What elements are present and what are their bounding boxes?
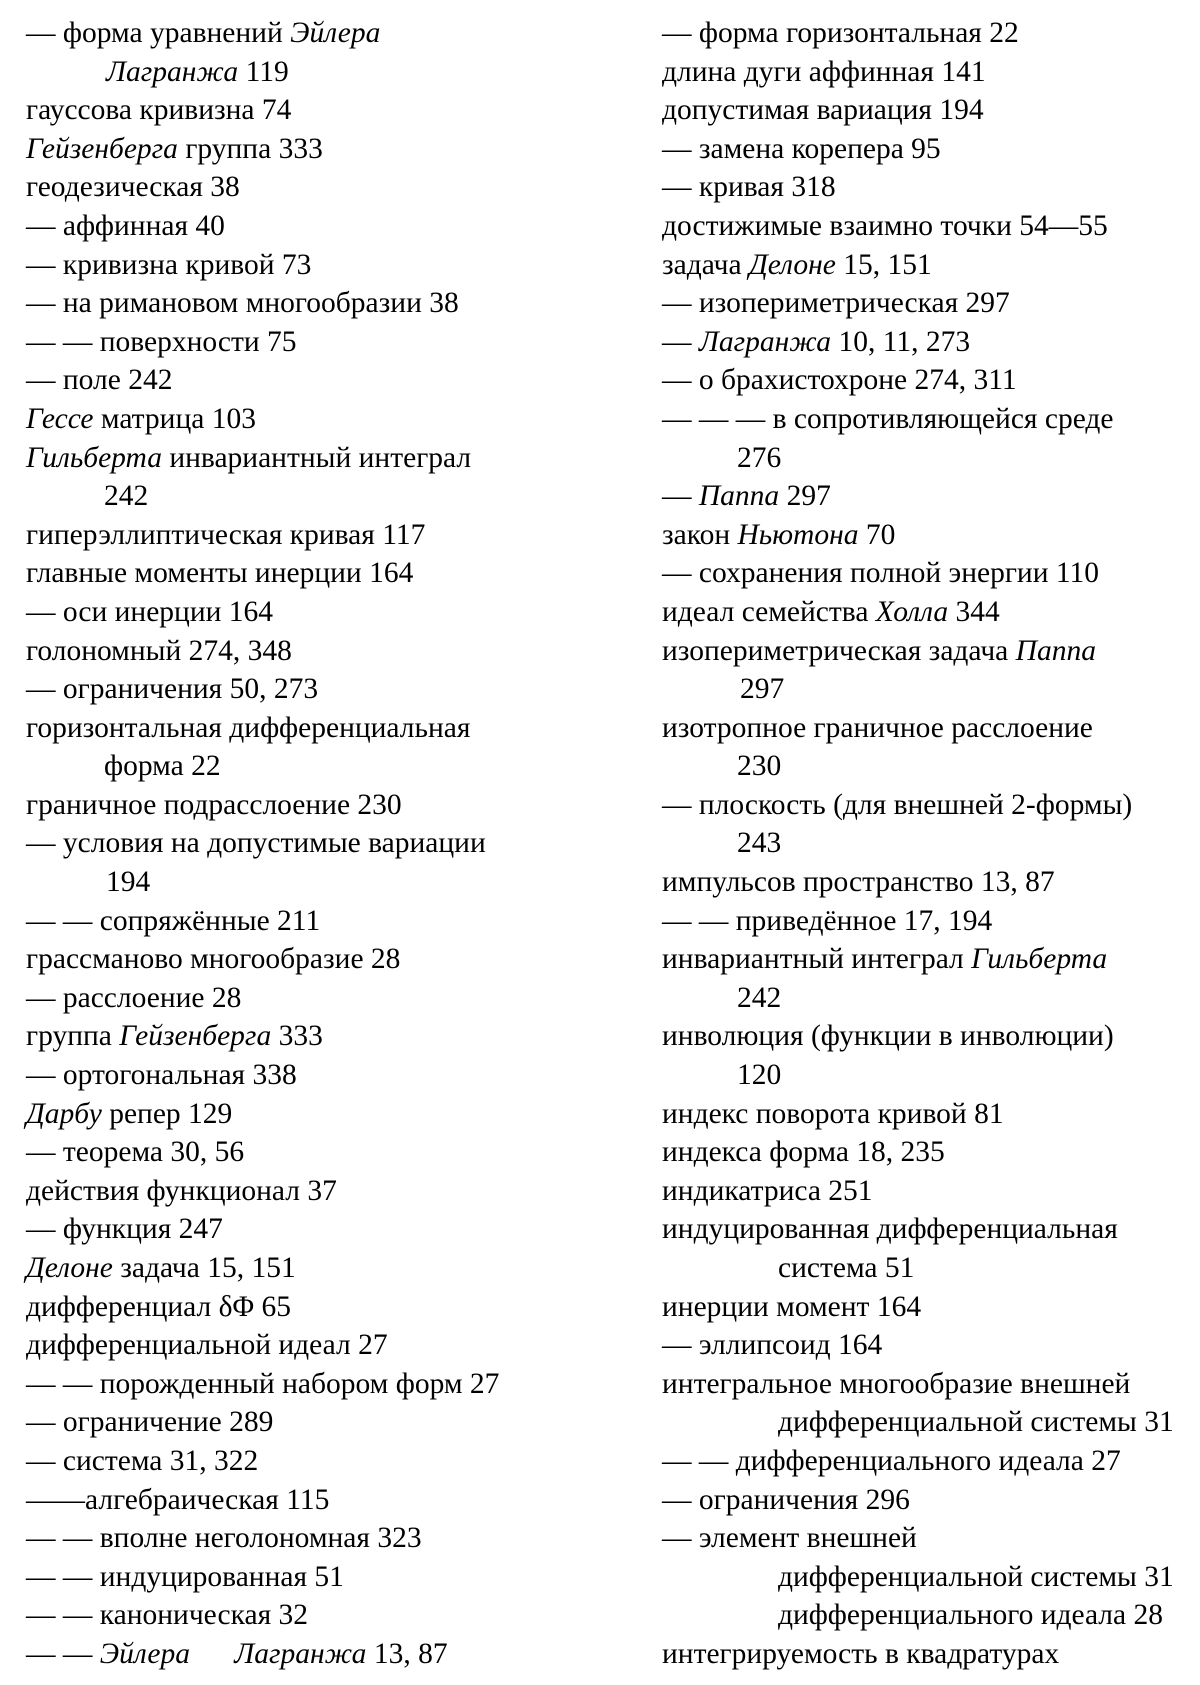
index-entry: — — порожденный набором форм 27	[26, 1367, 500, 1400]
index-entry: главные моменты инерции 164	[26, 557, 414, 590]
index-entry: — плоскость (для внешней 2-формы)	[662, 788, 1133, 821]
index-entry: достижимые взаимно точки 54—55	[662, 209, 1108, 242]
index-entry: — оси инерции 164	[26, 595, 274, 628]
index-entry: — Лагранжа 10, 11, 273	[662, 325, 971, 358]
index-entry: индекс поворота кривой 81	[662, 1097, 1004, 1130]
index-entry: импульсов пространство 13, 87	[662, 866, 1055, 899]
index-entry: дифференциальной системы 31	[778, 1406, 1174, 1439]
index-entry: гиперэллиптическая кривая 117	[26, 518, 426, 551]
index-entry: гауссова кривизна 74	[26, 94, 292, 127]
index-entry: группа Гейзенберга 333	[26, 1020, 323, 1053]
index-entry: — замена корепера 95	[662, 132, 941, 165]
index-entry: изопериметрическая задача Паппа	[662, 634, 1096, 667]
index-entry: Гейзенберга группа 333	[26, 132, 323, 165]
index-entry: — — — в сопротивляющейся среде	[662, 402, 1114, 435]
index-entry: — аффинная 40	[26, 209, 225, 242]
index-entry: 194	[106, 866, 151, 899]
index-entry: — поле 242	[26, 364, 173, 397]
index-entry: дифференциальной идеал 27	[26, 1329, 388, 1362]
index-entry: дифференциал δΦ 65	[26, 1290, 291, 1323]
index-entry: задача Делоне 15, 151	[662, 248, 932, 281]
index-entry: 242	[737, 981, 782, 1014]
index-entry: — — поверхности 75	[26, 325, 297, 358]
index-entry: — о брахистохроне 274, 311	[662, 364, 1017, 397]
index-entry: — — сопряжённые 211	[26, 904, 321, 937]
index-entry: ——алгебраическая 115	[26, 1483, 330, 1516]
index-column-right	[662, 14, 1192, 1674]
index-entry: индикатриса 251	[662, 1174, 873, 1207]
index-entry: — на римановом многообразии 38	[26, 287, 459, 320]
index-entry: — элемент внешней	[662, 1522, 917, 1555]
index-entry: Лагранжа 119	[106, 55, 289, 88]
index-entry: индуцированная дифференциальная	[662, 1213, 1118, 1246]
index-entry: 276	[737, 441, 782, 474]
index-entry: горизонтальная дифференциальная	[26, 711, 471, 744]
index-entry: — система 31, 322	[26, 1444, 259, 1477]
index-entry: изотропное граничное расслоение	[662, 711, 1093, 744]
index-entry: форма 22	[104, 750, 221, 783]
index-entry: грассманово многообразие 28	[26, 943, 401, 976]
index-entry: Делоне задача 15, 151	[26, 1252, 296, 1284]
index-entry: — кривая 318	[662, 171, 836, 204]
index-entry: — кривизна кривой 73	[26, 248, 312, 281]
index-entry: Гильберта инвариантный интеграл	[26, 441, 472, 474]
index-entry: 243	[737, 827, 782, 860]
index-entry: Гессе матрица 103	[26, 402, 256, 435]
index-entry: 242	[104, 480, 149, 513]
index-entry: — Паппа 297	[662, 480, 831, 513]
index-entry: 297	[740, 673, 785, 706]
index-entry: инерции момент 164	[662, 1290, 922, 1323]
index-entry: — теорема 30, 56	[26, 1136, 245, 1169]
index-column-left	[26, 14, 616, 1674]
index-entry: действия функционал 37	[26, 1174, 337, 1207]
index-entry: — ограничения 296	[662, 1483, 910, 1516]
index-entry: — форма уравнений Эйлера	[26, 17, 381, 49]
index-entry: допустимая вариация 194	[662, 94, 984, 127]
index-entry: идеал семейства Холла 344	[662, 595, 1000, 628]
index-entry: — ограничения 50, 273	[26, 673, 319, 706]
index-entry: — сохранения полной энергии 110	[662, 557, 1100, 590]
index-entry: интегрируемость в квадратурах	[662, 1637, 1060, 1670]
index-entry: индекса форма 18, 235	[662, 1136, 945, 1169]
index-entry: — условия на допустимые вариации	[26, 827, 486, 860]
index-entry: голономный 274, 348	[26, 634, 292, 667]
index-entry: 230	[737, 750, 782, 783]
index-entry: — функция 247	[26, 1213, 223, 1246]
index-entry: — — каноническая 32	[26, 1599, 309, 1632]
index-entry: — изопериметрическая 297	[662, 287, 1010, 320]
index-entry: длина дуги аффинная 141	[662, 55, 986, 88]
index-entry: — — Эйлера Лагранжа 13, 87	[26, 1637, 448, 1670]
index-entry: геодезическая 38	[26, 171, 240, 204]
index-entry: Дарбу репер 129	[26, 1097, 233, 1130]
index-entry: дифференциального идеала 28	[778, 1599, 1163, 1632]
index-entry: — ортогональная 338	[26, 1059, 297, 1092]
index-entry: граничное подрасслоение 230	[26, 788, 402, 821]
index-entry: дифференциальной системы 31	[778, 1560, 1174, 1593]
index-entry: инвариантный интеграл Гильберта	[662, 943, 1108, 976]
index-entry: — эллипсоид 164	[662, 1329, 883, 1362]
index-entry: инволюция (функции в инволюции)	[662, 1020, 1114, 1053]
index-entry: — — приведённое 17, 194	[662, 904, 993, 937]
index-entry: 120	[737, 1059, 782, 1092]
index-entry: интегральное многообразие внешней	[662, 1367, 1131, 1400]
index-entry: — — дифференциального идеала 27	[662, 1444, 1121, 1477]
index-entry: — — индуцированная 51	[26, 1560, 344, 1593]
index-entry: система 51	[778, 1252, 915, 1284]
index-entry: — расслоение 28	[26, 981, 242, 1014]
index-entry: — форма горизонтальная 22	[662, 17, 1019, 49]
index-entry: — — вполне неголономная 323	[26, 1522, 422, 1555]
index-entry: — ограничение 289	[26, 1406, 274, 1439]
index-entry: закон Ньютона 70	[662, 518, 896, 551]
